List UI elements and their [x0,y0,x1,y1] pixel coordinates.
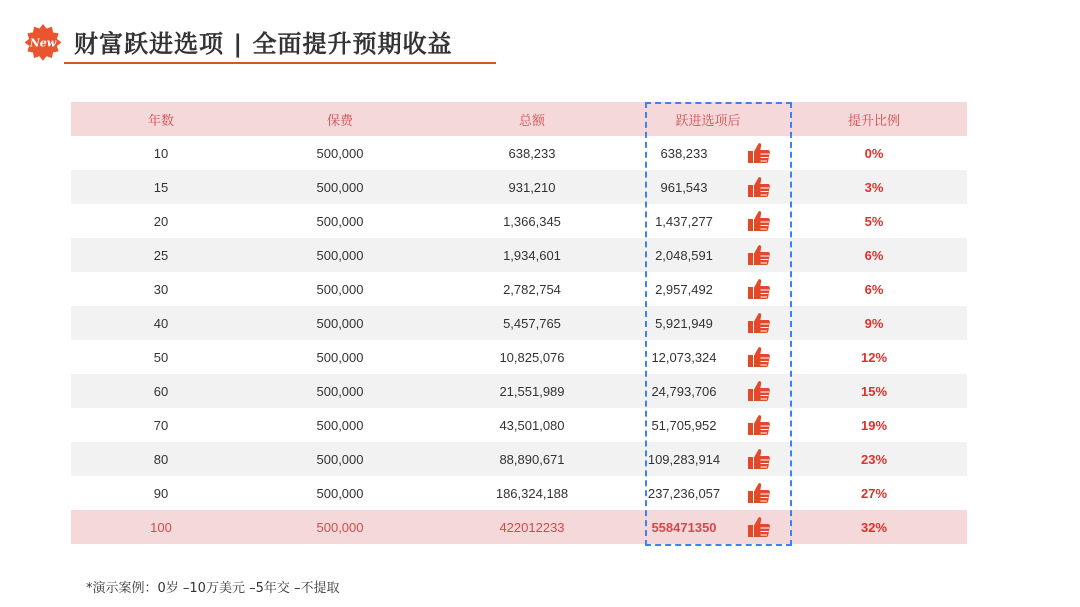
cell-increase: 5% [864,213,884,229]
cell-after-option [635,272,781,306]
table-row [71,476,967,510]
cell-after-option [635,510,781,544]
table-row [71,374,967,408]
table-row [71,510,967,544]
table-body [71,136,967,544]
table-header-row [71,102,967,136]
badge-text: New [29,36,57,50]
cell-after-option [635,476,781,510]
after-option-value: 5,921,949 [655,315,713,331]
cell-years: 80 [71,442,251,476]
footnote: *演示案例：0岁 –10万美元 –5年交 –不提取 [86,581,340,596]
cell-after-option [635,238,781,272]
cell-increase: 32% [781,510,967,544]
cell-after-option [635,408,781,442]
table-row [71,170,967,204]
thumbs-up-icon [746,174,772,200]
cell-after-option [635,306,781,340]
cell-total: 931,210 [429,170,635,204]
cell-increase: 6% [781,238,967,272]
cell-total: 88,890,671 [429,442,635,476]
cell-increase: 15% [781,374,967,408]
cell-total: 2,782,754 [503,281,561,297]
cell-years: 50 [153,349,169,365]
thumbs-up-icon [746,378,772,404]
cell-premium: 500,000 [316,281,364,297]
new-badge-icon [24,23,62,61]
thumbs-up-icon [746,276,772,302]
cell-total: 186,324,188 [495,485,569,501]
header-increase: 提升比例 [781,102,967,136]
thumbs-up-icon [746,140,772,166]
returns-table [71,102,967,544]
title-underline [64,62,496,64]
cell-years: 40 [71,306,251,340]
cell-total: 21,551,989 [429,374,635,408]
thumbs-up-icon [746,412,772,438]
after-option-value: 1,437,277 [655,213,713,229]
cell-increase: 23% [781,442,967,476]
cell-total: 43,501,080 [499,417,565,433]
table-row [71,408,967,442]
table-row [71,306,967,340]
table-row [71,272,967,306]
cell-premium: 500,000 [251,306,429,340]
thumbs-up-icon [746,344,772,370]
cell-total: 422012233 [429,510,635,544]
thumbs-up-icon [746,310,772,336]
thumbs-up-icon [746,242,772,268]
cell-premium: 500,000 [251,238,429,272]
cell-after-option [635,340,781,374]
header-premium: 保费 [251,102,429,136]
cell-increase: 6% [864,281,884,297]
after-option-value: 638,233 [660,145,708,161]
after-option-value: 12,073,324 [651,349,717,365]
cell-years: 25 [71,238,251,272]
thumbs-up-icon [746,480,772,506]
after-option-value: 109,283,914 [647,451,721,467]
cell-years: 15 [71,170,251,204]
cell-years: 70 [153,417,169,433]
table-row [71,340,967,374]
cell-years: 60 [71,374,251,408]
cell-after-option [635,204,781,238]
cell-total: 5,457,765 [429,306,635,340]
header-years: 年数 [71,102,251,136]
after-option-value: 237,236,057 [647,485,721,501]
cell-increase: 0% [864,145,884,161]
cell-premium: 500,000 [316,417,364,433]
cell-after-option [635,374,781,408]
cell-premium: 500,000 [316,213,364,229]
cell-increase: 27% [860,485,888,501]
cell-premium: 500,000 [251,170,429,204]
cell-after-option [635,442,781,476]
cell-years: 20 [153,213,169,229]
after-option-value: 51,705,952 [651,417,717,433]
table-row [71,204,967,238]
cell-premium: 500,000 [251,374,429,408]
page-header [24,20,504,68]
after-option-value: 961,543 [660,179,708,195]
cell-after-option [635,136,781,170]
table-row [71,136,967,170]
cell-years: 10 [153,145,169,161]
cell-total: 10,825,076 [499,349,565,365]
table-row [71,238,967,272]
cell-premium: 500,000 [316,349,364,365]
header-total: 总额 [429,102,635,136]
page-title: 财富跃进选项 | 全面提升预期收益 [74,30,453,58]
after-option-value: 24,793,706 [651,383,717,399]
cell-premium: 500,000 [316,145,364,161]
cell-total: 638,233 [508,145,556,161]
cell-total: 1,934,601 [429,238,635,272]
cell-premium: 500,000 [251,442,429,476]
thumbs-up-icon [746,514,772,540]
cell-years: 100 [71,510,251,544]
cell-increase: 3% [781,170,967,204]
cell-increase: 9% [781,306,967,340]
cell-premium: 500,000 [251,510,429,544]
header-after-option: 跃进选项后 [635,102,781,136]
after-option-value: 2,957,492 [655,281,713,297]
thumbs-up-icon [746,446,772,472]
cell-premium: 500,000 [316,485,364,501]
thumbs-up-icon [746,208,772,234]
cell-total: 1,366,345 [503,213,561,229]
cell-increase: 12% [860,349,888,365]
after-option-value: 558471350 [651,519,717,535]
cell-increase: 19% [860,417,888,433]
cell-after-option [635,170,781,204]
table-row [71,442,967,476]
cell-years: 90 [153,485,169,501]
cell-years: 30 [153,281,169,297]
after-option-value: 2,048,591 [655,247,713,263]
